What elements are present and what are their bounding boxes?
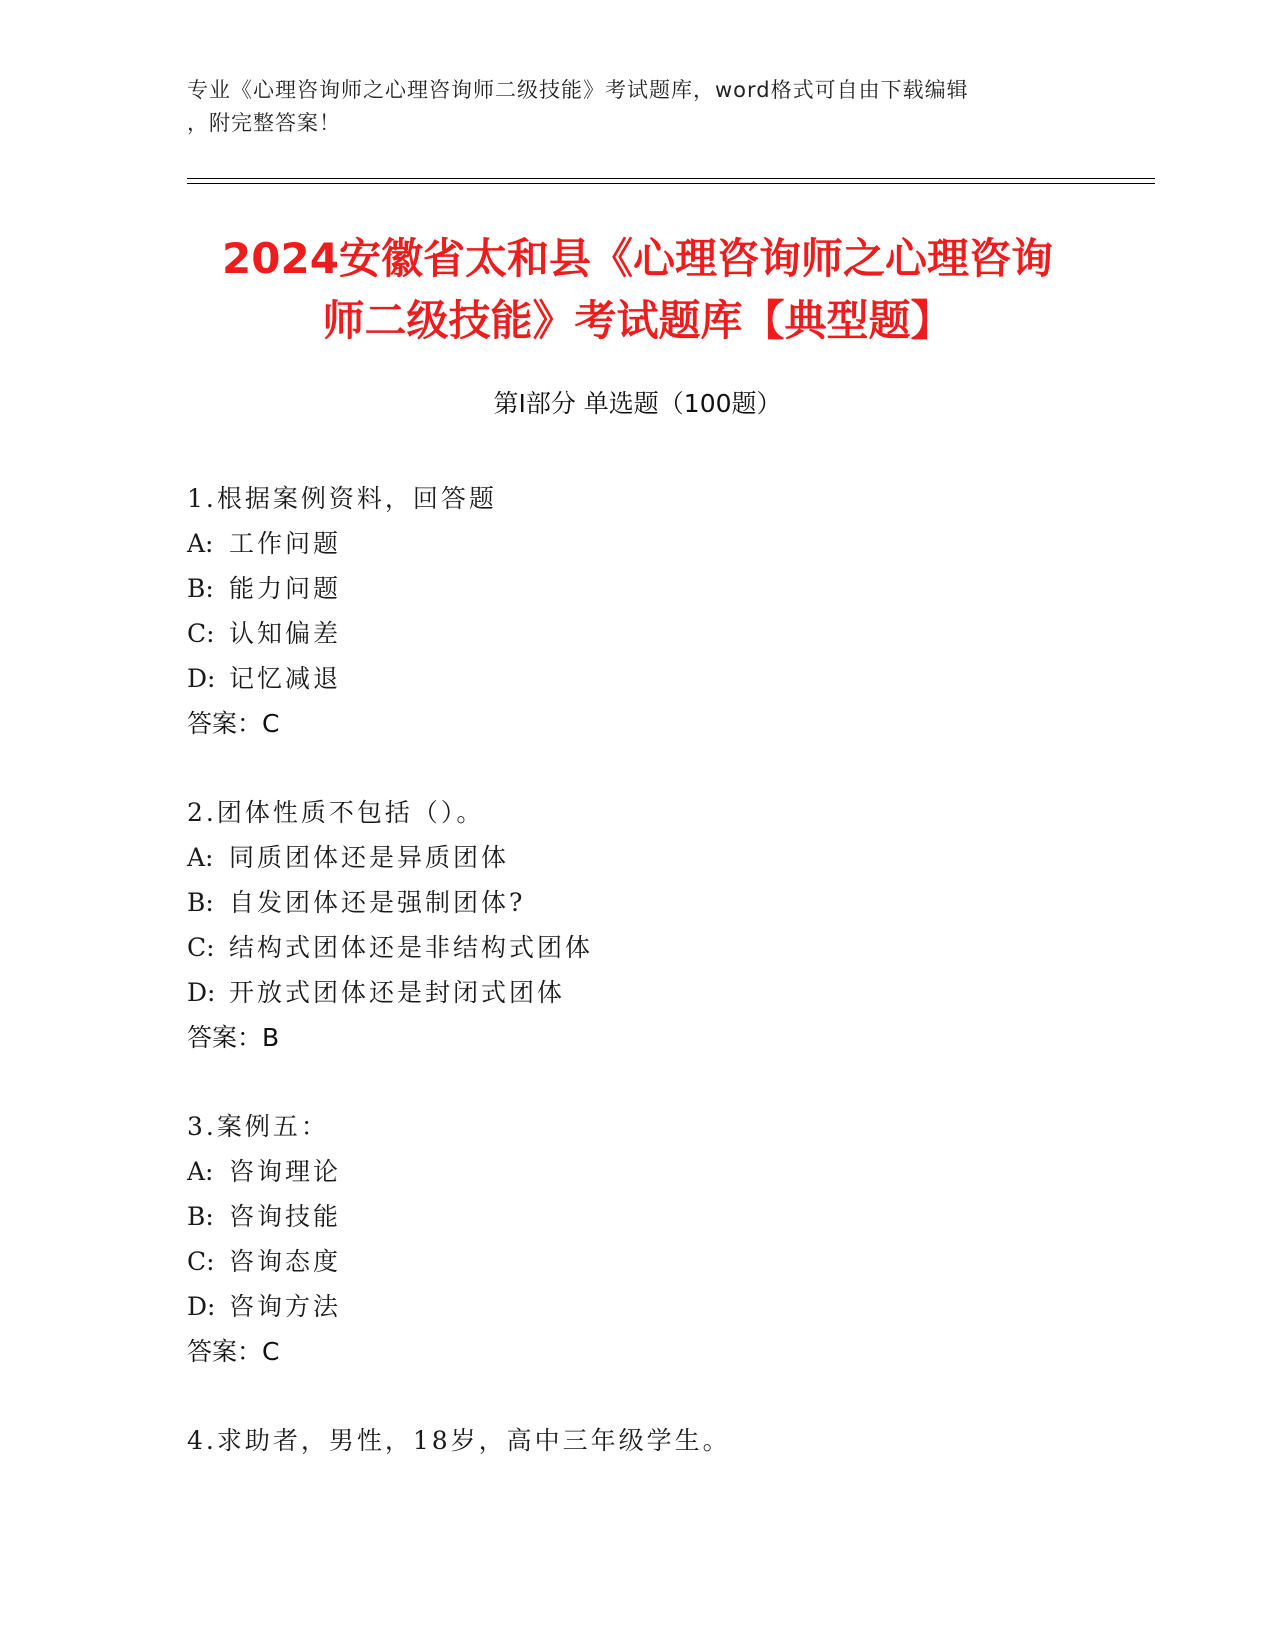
- option-text: 咨询态度: [229, 1247, 342, 1276]
- question-stem: 3.案例五：: [187, 1112, 329, 1141]
- question-option: [187, 1284, 1137, 1329]
- option-text: 咨询技能: [229, 1202, 342, 1231]
- option-text: 自发团体还是强制团体?: [229, 888, 526, 917]
- option-text: 咨询理论: [229, 1157, 342, 1186]
- question-option: [187, 880, 1137, 925]
- option-text: 开放式团体还是封闭式团体: [229, 978, 566, 1007]
- question-option: [187, 656, 1137, 701]
- question-option: [187, 1194, 1137, 1239]
- document-title-line-1: 2024安徽省太和县《心理咨询师之心理咨询: [222, 234, 1053, 283]
- question-option: [187, 925, 1137, 970]
- option-text: 结构式团体还是非结构式团体: [229, 933, 594, 962]
- question-option: [187, 566, 1137, 611]
- option-letter: A:: [187, 843, 214, 872]
- question-option: [187, 835, 1137, 880]
- document-header-note: [187, 74, 1067, 140]
- option-letter: B:: [187, 574, 214, 603]
- header-divider-top: [187, 178, 1155, 179]
- option-text: 咨询方法: [229, 1292, 342, 1321]
- header-note-line-1: 专业《心理咨询师之心理咨询师二级技能》考试题库，word格式可自由下载编辑: [187, 78, 969, 102]
- question-option: [187, 611, 1137, 656]
- option-letter: B:: [187, 888, 214, 917]
- option-text: 记忆减退: [229, 664, 342, 693]
- option-text: 工作问题: [229, 529, 342, 558]
- question-answer: 答案：B: [187, 1023, 280, 1052]
- option-letter: D:: [187, 978, 216, 1007]
- question-item: [187, 1418, 1137, 1463]
- option-letter: D:: [187, 664, 216, 693]
- document-title: [160, 228, 1115, 352]
- option-letter: C:: [187, 1247, 215, 1276]
- option-letter: D:: [187, 1292, 216, 1321]
- section-heading: 第Ⅰ部分 单选题（100题）: [493, 389, 782, 418]
- question-option: [187, 1239, 1137, 1284]
- option-letter: A:: [187, 529, 214, 558]
- document-title-line-2: 师二级技能》考试题库【典型题】: [322, 296, 953, 345]
- option-text: 能力问题: [229, 574, 342, 603]
- question-answer: 答案：C: [187, 709, 280, 738]
- option-letter: C:: [187, 619, 215, 648]
- option-letter: B:: [187, 1202, 214, 1231]
- question-option: [187, 970, 1137, 1015]
- question-option: [187, 1149, 1137, 1194]
- option-letter: C:: [187, 933, 215, 962]
- header-note-line-2: ，附完整答案！: [187, 111, 341, 135]
- question-answer: 答案：C: [187, 1337, 280, 1366]
- question-stem: 2.团体性质不包括（）。: [187, 798, 485, 827]
- question-stem: 1.根据案例资料，回答题: [187, 484, 497, 513]
- question-list: [187, 476, 1137, 1507]
- header-divider-bottom: [187, 183, 1155, 184]
- option-letter: A:: [187, 1157, 214, 1186]
- question-item: [187, 790, 1137, 1060]
- question-option: [187, 521, 1137, 566]
- question-item: [187, 1104, 1137, 1374]
- option-text: 同质团体还是异质团体: [229, 843, 510, 872]
- option-text: 认知偏差: [229, 619, 342, 648]
- question-item: [187, 476, 1137, 746]
- question-stem: 4.求助者，男性，18岁，高中三年级学生。: [187, 1426, 731, 1455]
